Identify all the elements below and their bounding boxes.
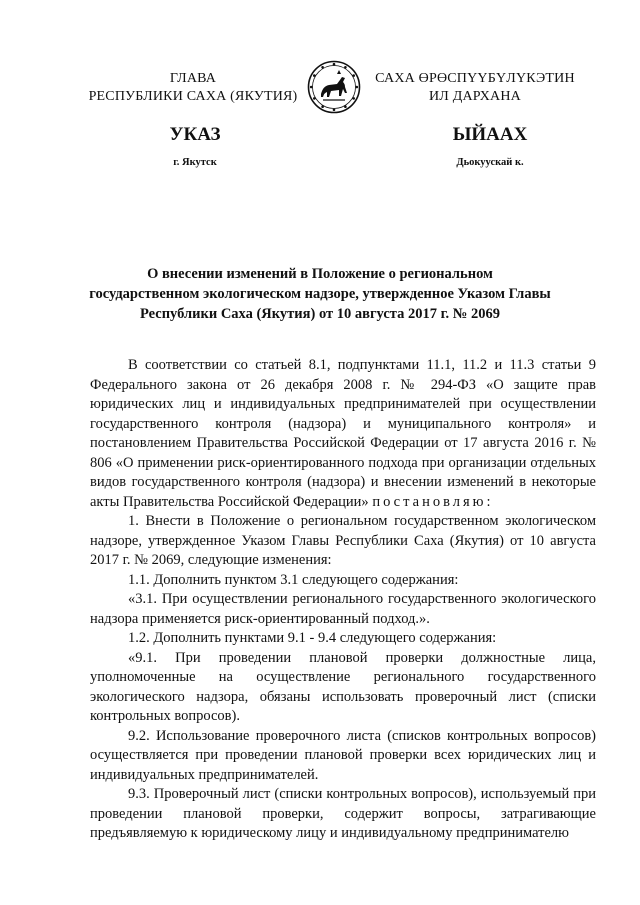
paragraph-text: В соответствии со статьей 8.1, подпунктами 11.1, 11.2 и 11.3 статьи 9 Федерального закона от 26 декабря 2008 г. № 294-ФЗ «О защите прав юридических лиц и индивидуальных предпринимателей при осуществлении государственного контроля (надзора) и муниципального контроля» и постановлением Правительства Российской Федерации от 17 августа 2016 г. № 806 «О применении риск-ориентированного подхода при организации отдельных видов государственного контроля (надзора) и внесении изменений в некоторые акты Правительства Российской Федерации» [90,357,596,510]
paragraph: 1.1. Дополнить пунктом 3.1 следующего содержания: [128,571,459,588]
paragraph: 9.2. Использование проверочного листа (списков контрольных вопросов) осуществляется при проведении плановой проверки всех юридических лиц и индивидуальных предпринимателей. [90,727,596,783]
header-right-line2: ИЛ ДАРХАНА [428,89,521,104]
paragraph: 1.2. Дополнить пунктами 9.1 - 9.4 следующего содержания: [128,630,497,646]
coat-of-arms-icon [307,60,361,114]
resolve-keyword: постановляю: [372,493,494,510]
header-right-line1: САХА ӨРӨСПҮҮБҮЛҮКЭТИН [375,71,575,86]
place-sah: Дьокуускай к. [456,157,524,168]
header-left [78,70,308,106]
document-body [90,356,596,844]
paragraph [90,356,596,512]
decree-label-sah: ЫЙААХ [452,124,528,145]
paragraph: «9.1. При проведении плановой проверки должностные лица, уполномоченные на осуществление регионального государственного экологического надзора, обязаны использовать проверочный лист (списки контрольных вопросов). [90,649,596,724]
document-title [80,264,560,324]
decree-label-ru: УКАЗ [169,124,221,145]
paragraph: 1. Внести в Положение о региональном государственном экологическом надзоре, утвержденное Указом Главы Республики Саха (Якутия) от 10 августа 2017 г. № 2069, следующие изменения: [90,513,596,568]
header-right [375,70,575,106]
place-ru: г. Якутск [173,157,217,168]
paragraph: 9.3. Проверочный лист (списки контрольных вопросов), используемый при проведении плановой проверки, содержит вопросы, затрагивающие предъявляемую к юридическому лицу и индивидуальному предпринимателю [90,786,596,841]
title-line: государственном экологическом надзоре, утвержденное Указом Главы [89,286,551,302]
title-line: Республики Саха (Якутия) от 10 августа 2017 г. № 2069 [139,306,500,322]
header-left-line2: РЕСПУБЛИКИ САХА (ЯКУТИЯ) [88,89,298,104]
header-left-line1: ГЛАВА [169,71,217,86]
paragraph: «3.1. При осуществлении регионального государственного экологического надзора применяется риск-ориентированный подход.». [90,591,596,627]
title-line: О внесении изменений в Положение о региональном [147,266,493,282]
